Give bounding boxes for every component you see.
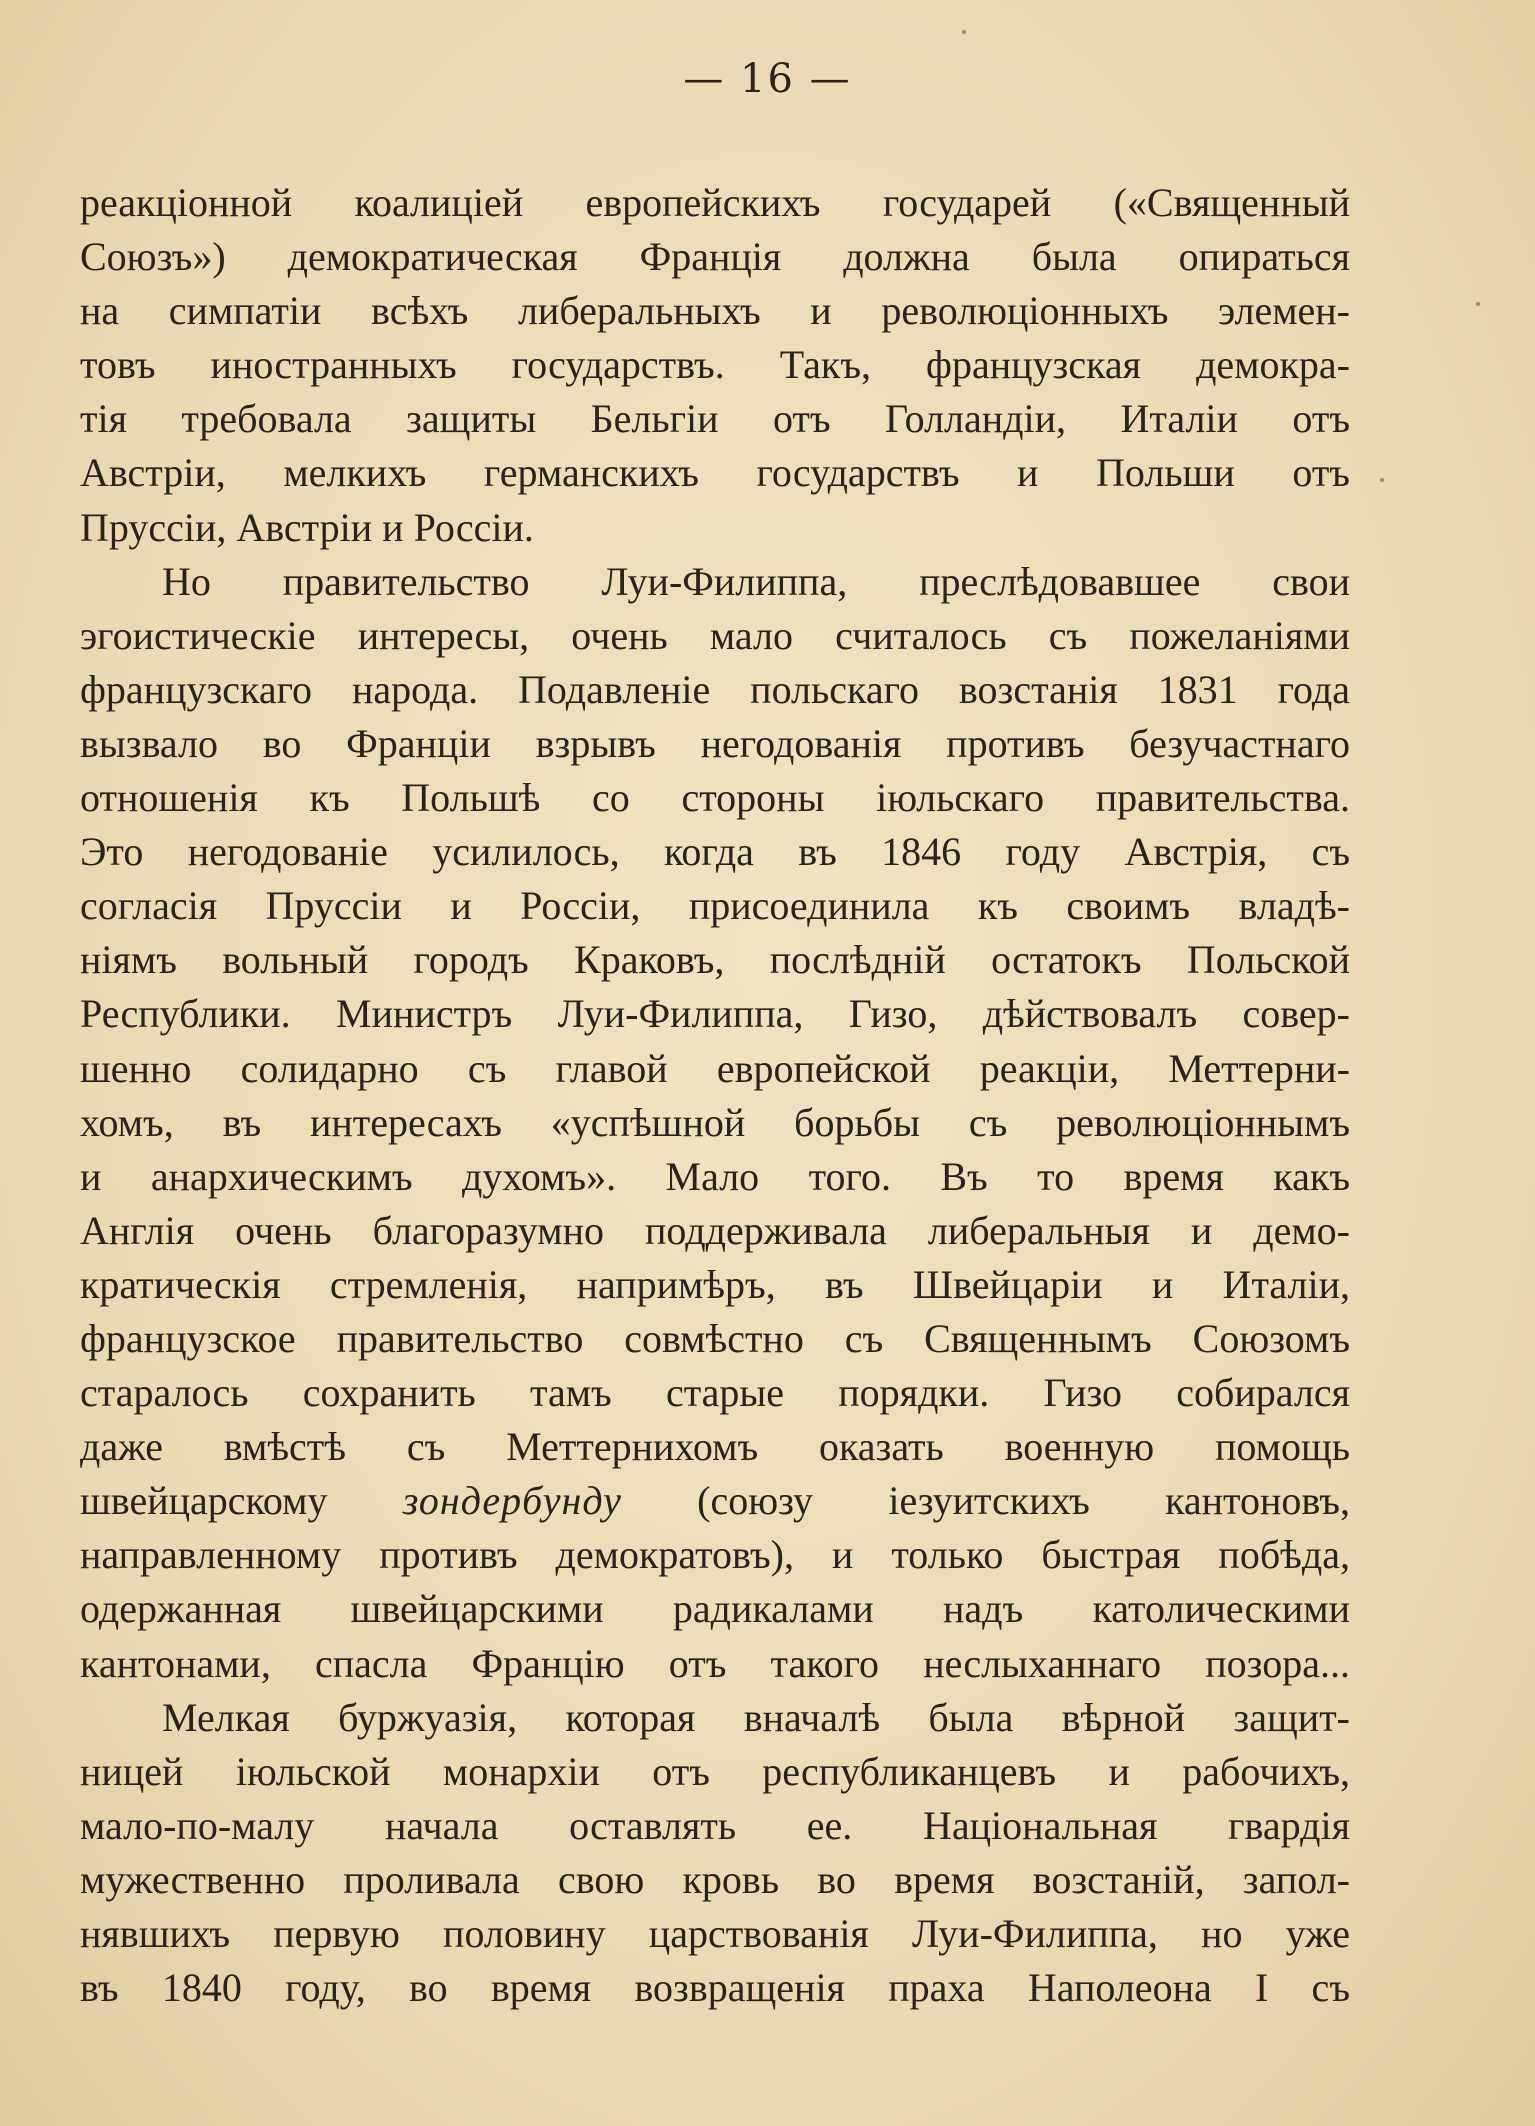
text-line: нявшихъ первую половину царствованія Луи-Филиппа, но уже <box>80 1911 1350 1956</box>
text-line: кратическія стремленія, напримѣръ, въ Швейцаріи и Италіи, <box>80 1261 1350 1307</box>
text-line: кантонами, спасла Францію отъ такого неслыханнаго позора... <box>80 1640 1350 1686</box>
text-line: въ 1840 году, во время возвращенія праха Наполеона I съ <box>80 1965 1350 2011</box>
text-line: даже вмѣстѣ съ Меттернихомъ оказать военную помощь <box>80 1424 1350 1470</box>
paper-speck <box>962 30 966 34</box>
page-number: — 16 — <box>683 56 852 102</box>
text-fragment: швейцарскому <box>80 1478 403 1524</box>
text-line: старалось сохранить тамъ старые порядки. Гизо собирался <box>80 1370 1350 1416</box>
paper-speck <box>1380 478 1384 482</box>
text-line: товъ иностранныхъ государствъ. Такъ, французская демокра- <box>80 342 1350 388</box>
text-line: мало-по-малу начала оставлять ее. Національная гвардія <box>80 1802 1350 1848</box>
text-line: вызвало во Франціи взрывъ негодованія противъ безучастнаго <box>80 720 1350 766</box>
text-line: ницей іюльской монархіи отъ республиканцевъ и рабочихъ, <box>80 1748 1350 1794</box>
text-line: направленному противъ демократовъ), и только быстрая побѣда, <box>80 1532 1350 1578</box>
text-line: на симпатіи всѣхъ либеральныхъ и революціонныхъ элемен- <box>80 288 1350 334</box>
italic-term: зондербунду <box>402 1478 622 1524</box>
text-line: и анархическимъ духомъ». Мало того. Въ то время какъ <box>80 1153 1350 1199</box>
text-line: хомъ, въ интересахъ «успѣшной борьбы съ революціоннымъ <box>80 1099 1350 1145</box>
paragraph-first-line: Но правительство Луи-Филиппа, преслѣдовавшее свои <box>162 558 1350 604</box>
text-line: ніямъ вольный городъ Краковъ, послѣдній остатокъ Польской <box>80 937 1350 983</box>
text-line: тія требовала защиты Бельгіи отъ Голландіи, Италіи отъ <box>80 396 1350 442</box>
text-line: Австріи, мелкихъ германскихъ государствъ и Польши отъ <box>80 450 1350 496</box>
text-line: Это негодованіе усилилось, когда въ 1846 году Австрія, съ <box>80 829 1350 875</box>
text-line: отношенія къ Польшѣ со стороны іюльскаго правительства. <box>80 775 1350 821</box>
text-fragment: (союзу іезуитскихъ кантоновъ, <box>621 1478 1350 1524</box>
text-line-with-italic <box>80 1474 1350 1528</box>
text-line: Пруссіи, Австріи и Россіи. <box>80 504 534 550</box>
text-line: реакціонной коалиціей европейскихъ государей («Священный <box>80 180 1350 225</box>
body-text <box>80 176 1350 2015</box>
text-line: Республики. Министръ Луи-Филиппа, Гизо, дѣйствовалъ совер- <box>80 991 1350 1037</box>
text-line: согласія Пруссіи и Россіи, присоединила къ своимъ владѣ- <box>80 883 1350 929</box>
text-line: Англія очень благоразумно поддерживала либеральныя и демо- <box>80 1207 1350 1253</box>
paragraph-first-line: Мелкая буржуазія, которая вначалѣ была вѣрной защит- <box>162 1694 1350 1740</box>
text-line: мужественно проливала свою кровь во время возстаній, запол- <box>80 1856 1350 1902</box>
text-line: французское правительство совмѣстно съ Священнымъ Союзомъ <box>80 1315 1350 1361</box>
text-line: эгоистическіе интересы, очень мало считалось съ пожеланіями <box>80 612 1350 658</box>
text-line: французскаго народа. Подавленіе польскаго возстанія 1831 года <box>80 666 1350 712</box>
text-line: одержанная швейцарскими радикалами надъ католическими <box>80 1586 1350 1632</box>
text-line: шенно солидарно съ главой европейской реакціи, Меттерни- <box>80 1045 1350 1091</box>
paper-speck <box>1476 302 1480 306</box>
text-line: Союзъ») демократическая Франція должна была опираться <box>80 234 1350 280</box>
